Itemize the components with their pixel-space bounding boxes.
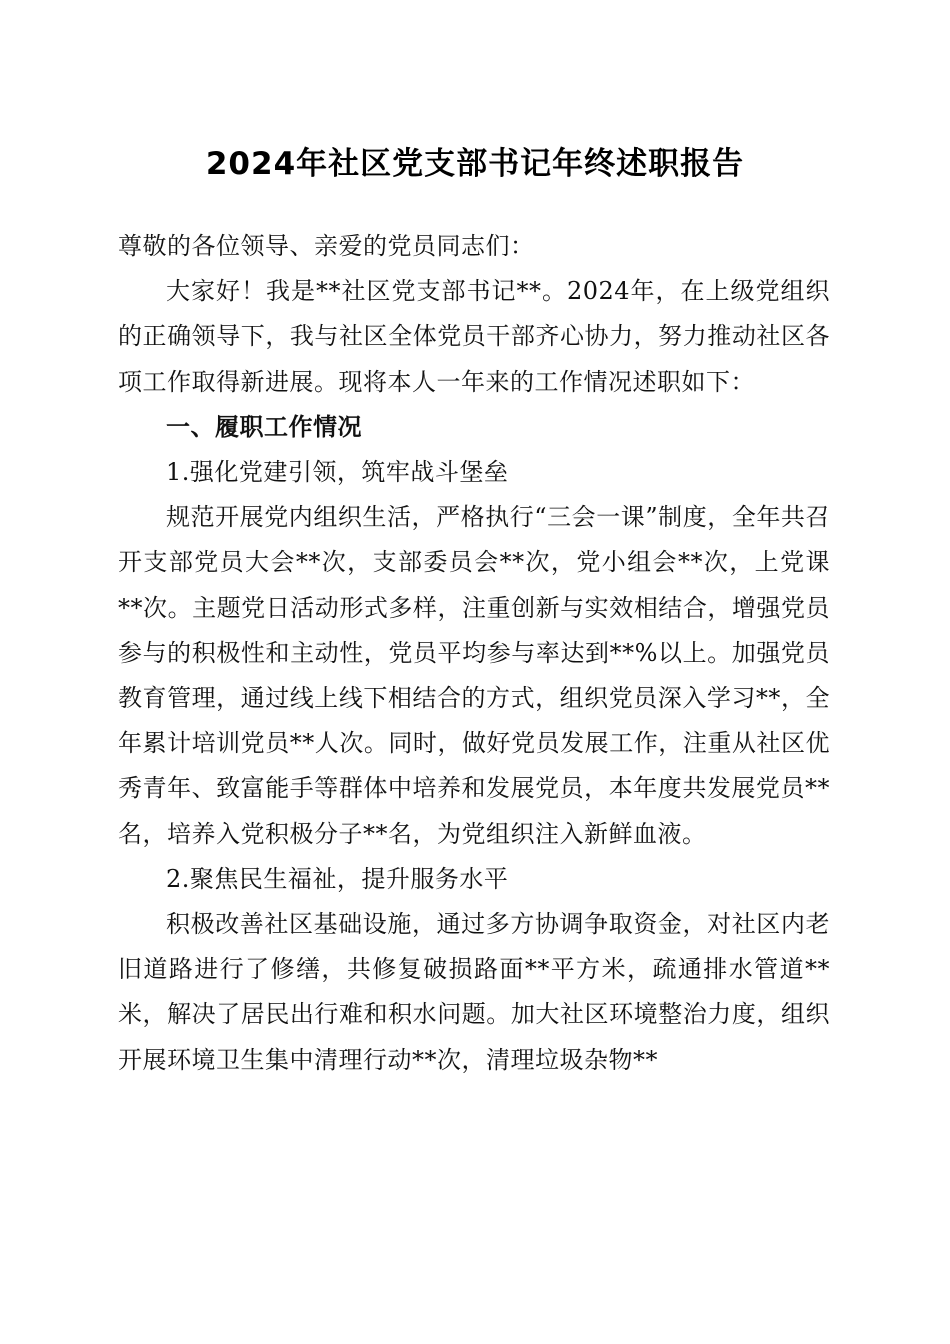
document-title: 2024年社区党支部书记年终述职报告 [205,146,745,182]
subsection-body-2: 积极改善社区基础设施，通过多方协调争取资金，对社区内老旧道路进行了修缮，共修复破损路面**平方米，疏通排水管道**米，解决了居民出行难和积水问题。加大社区环境整治力度，组织开展环境卫生集中清理行动**次，清理垃圾杂物** [118,910,830,1074]
subsection-heading-1: 1.强化党建引领，筑牢战斗堡垒 [166,458,509,487]
document-body [118,224,830,1083]
section-heading: 一、履职工作情况 [166,412,362,441]
subsection-heading-2: 2.聚焦民生福祉，提升服务水平 [166,864,509,893]
intro-paragraph: 大家好！我是**社区党支部书记**。2024年，在上级党组织的正确领导下，我与社区全体党员干部齐心协力，努力推动社区各项工作取得新进展。现将本人一年来的工作情况述职如下： [118,277,830,396]
subsection-body-1: 规范开展党内组织生活，严格执行“三会一课”制度，全年共召开支部党员大会**次，支部委员会**次，党小组会**次，上党课**次。主题党日活动形式多样，注重创新与实效相结合，增强党员参与的积极性和主动性，党员平均参与率达到**%以上。加强党员教育管理，通过线上线下相结合的方式，组织党员深入学习**，全年累计培训党员**人次。同时，做好党员发展工作，注重从社区优秀青年、致富能手等群体中培养和发展党员，本年度共发展党员**名，培养入党积极分子**名，为党组织注入新鲜血液。 [118,503,830,848]
greeting: 尊敬的各位领导、亲爱的党员同志们： [118,232,535,260]
